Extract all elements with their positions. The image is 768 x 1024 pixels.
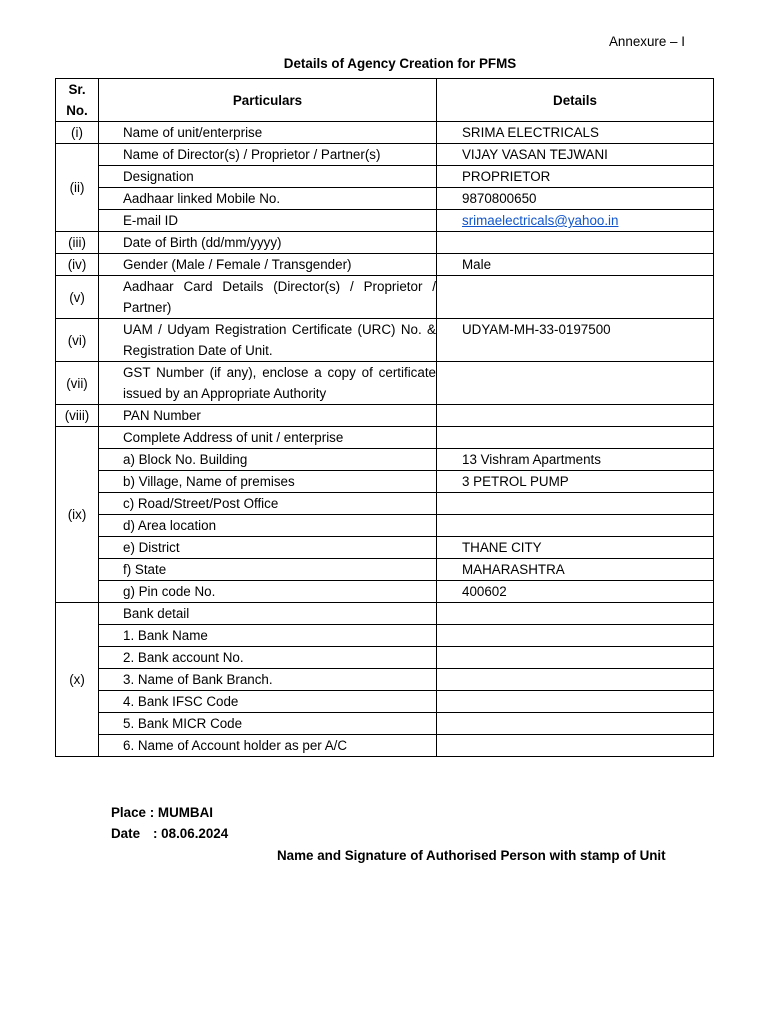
row-particular: g) Pin code No.	[99, 581, 437, 603]
row-detail: PROPRIETOR	[437, 166, 714, 188]
row-detail	[437, 603, 714, 625]
table-row	[56, 362, 714, 405]
table-row	[56, 647, 714, 669]
annexure-label: Annexure – I	[609, 34, 685, 49]
row-particular: 5. Bank MICR Code	[99, 713, 437, 735]
page-title: Details of Agency Creation for PFMS	[283, 56, 517, 71]
place-value: MUMBAI	[157, 805, 213, 820]
row-particular: 6. Name of Account holder as per A/C	[99, 735, 437, 757]
table-row	[56, 537, 714, 559]
row-sr: (ix)	[56, 427, 99, 603]
header-sr-no	[56, 79, 99, 122]
row-detail: VIJAY VASAN TEJWANI	[437, 144, 714, 166]
row-sr: (vii)	[56, 362, 99, 405]
table-row	[56, 144, 714, 166]
row-detail	[437, 515, 714, 537]
header-particulars: Particulars	[99, 79, 437, 122]
table-row	[56, 515, 714, 537]
row-particular: Name of unit/enterprise	[99, 122, 437, 144]
row-particular: f) State	[99, 559, 437, 581]
row-particular: E-mail ID	[99, 210, 437, 232]
row-particular: c) Road/Street/Post Office	[99, 493, 437, 515]
table-row	[56, 581, 714, 603]
row-detail	[437, 210, 714, 232]
table-row	[56, 603, 714, 625]
row-sr: (v)	[56, 276, 99, 319]
header-details: Details	[437, 79, 714, 122]
header-sr-line1: Sr.	[68, 82, 86, 97]
table-row	[56, 691, 714, 713]
table-row	[56, 427, 714, 449]
row-detail	[437, 647, 714, 669]
row-particular: 2. Bank account No.	[99, 647, 437, 669]
row-particular: d) Area location	[99, 515, 437, 537]
table-row	[56, 122, 714, 144]
row-particular: 3. Name of Bank Branch.	[99, 669, 437, 691]
row-sr: (iii)	[56, 232, 99, 254]
row-sr: (iv)	[56, 254, 99, 276]
table-row	[56, 669, 714, 691]
table-row	[56, 559, 714, 581]
table-row	[56, 210, 714, 232]
table-header-row	[56, 79, 714, 122]
row-particular: 4. Bank IFSC Code	[99, 691, 437, 713]
row-detail: 13 Vishram Apartments	[437, 449, 714, 471]
date-line	[111, 826, 228, 842]
row-detail: 9870800650	[437, 188, 714, 210]
row-detail	[437, 713, 714, 735]
row-particular: Bank detail	[99, 603, 437, 625]
row-detail: 400602	[437, 581, 714, 603]
row-sr: (i)	[56, 122, 99, 144]
table-row	[56, 276, 714, 319]
row-detail	[437, 276, 714, 319]
row-particular: Name of Director(s) / Proprietor / Partner(s)	[99, 144, 437, 166]
row-sr: (viii)	[56, 405, 99, 427]
row-sr: (vi)	[56, 319, 99, 362]
table-row	[56, 254, 714, 276]
row-particular: Gender (Male / Female / Transgender)	[99, 254, 437, 276]
row-detail	[437, 427, 714, 449]
row-detail: MAHARASHTRA	[437, 559, 714, 581]
table-row	[56, 232, 714, 254]
row-sr: (x)	[56, 603, 99, 757]
row-detail	[437, 625, 714, 647]
table-row	[56, 449, 714, 471]
row-particular: UAM / Udyam Registration Certificate (URC) No. & Registration Date of Unit.	[99, 319, 437, 362]
table-row	[56, 713, 714, 735]
row-detail	[437, 405, 714, 427]
row-particular: Designation	[99, 166, 437, 188]
table-row	[56, 625, 714, 647]
row-detail: UDYAM-MH-33-0197500	[437, 319, 714, 362]
signature-line: Name and Signature of Authorised Person with stamp of Unit	[277, 848, 666, 863]
row-detail: Male	[437, 254, 714, 276]
table-row	[56, 471, 714, 493]
row-particular: e) District	[99, 537, 437, 559]
row-particular: Complete Address of unit / enterprise	[99, 427, 437, 449]
place-line	[111, 805, 213, 821]
row-detail: THANE CITY	[437, 537, 714, 559]
row-sr: (ii)	[56, 144, 99, 232]
row-particular: Aadhaar linked Mobile No.	[99, 188, 437, 210]
row-particular: a) Block No. Building	[99, 449, 437, 471]
table-row	[56, 493, 714, 515]
row-detail	[437, 669, 714, 691]
table-row	[56, 319, 714, 362]
row-particular: b) Village, Name of premises	[99, 471, 437, 493]
table-row	[56, 188, 714, 210]
date-value: : 08.06.2024	[153, 826, 229, 841]
row-particular: PAN Number	[99, 405, 437, 427]
agency-details-table	[55, 78, 714, 757]
row-particular: Aadhaar Card Details (Director(s) / Proprietor / Partner)	[99, 276, 437, 319]
row-detail: 3 PETROL PUMP	[437, 471, 714, 493]
header-sr-line2: No.	[66, 103, 88, 118]
table-row	[56, 166, 714, 188]
row-detail	[437, 232, 714, 254]
row-detail	[437, 691, 714, 713]
row-detail: SRIMA ELECTRICALS	[437, 122, 714, 144]
table-row	[56, 735, 714, 757]
row-detail	[437, 362, 714, 405]
date-label: Date	[111, 826, 141, 841]
row-detail	[437, 735, 714, 757]
email-link[interactable]: srimaelectricals@yahoo.in	[462, 213, 619, 228]
place-label: Place :	[111, 805, 155, 820]
row-particular: 1. Bank Name	[99, 625, 437, 647]
table-row	[56, 405, 714, 427]
row-detail	[437, 493, 714, 515]
row-particular: GST Number (if any), enclose a copy of certificate issued by an Appropriate Authority	[99, 362, 437, 405]
row-particular: Date of Birth (dd/mm/yyyy)	[99, 232, 437, 254]
